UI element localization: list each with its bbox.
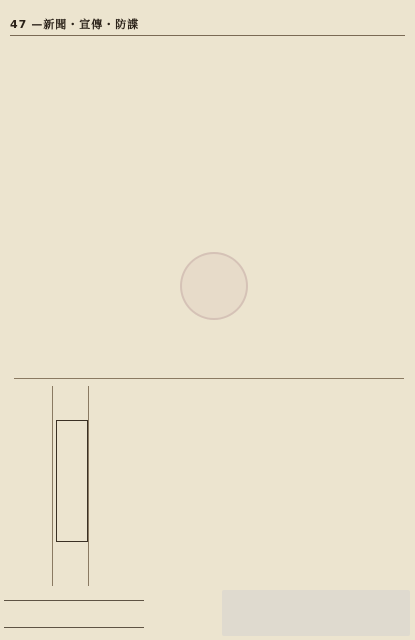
column-rule [88,386,89,586]
section-divider [14,378,404,379]
column-rule [52,386,53,586]
watermark-seal-icon [180,252,248,320]
page-number: 47 [10,18,28,31]
running-title: —新聞・宣傳・防諜 [31,18,140,31]
sidebar-heading-box [56,420,88,542]
library-stamp [4,600,144,628]
lower-article-columns [90,386,403,586]
upper-article-columns [18,40,403,374]
cultural-bureau-logo [222,590,410,636]
running-header [10,16,405,36]
